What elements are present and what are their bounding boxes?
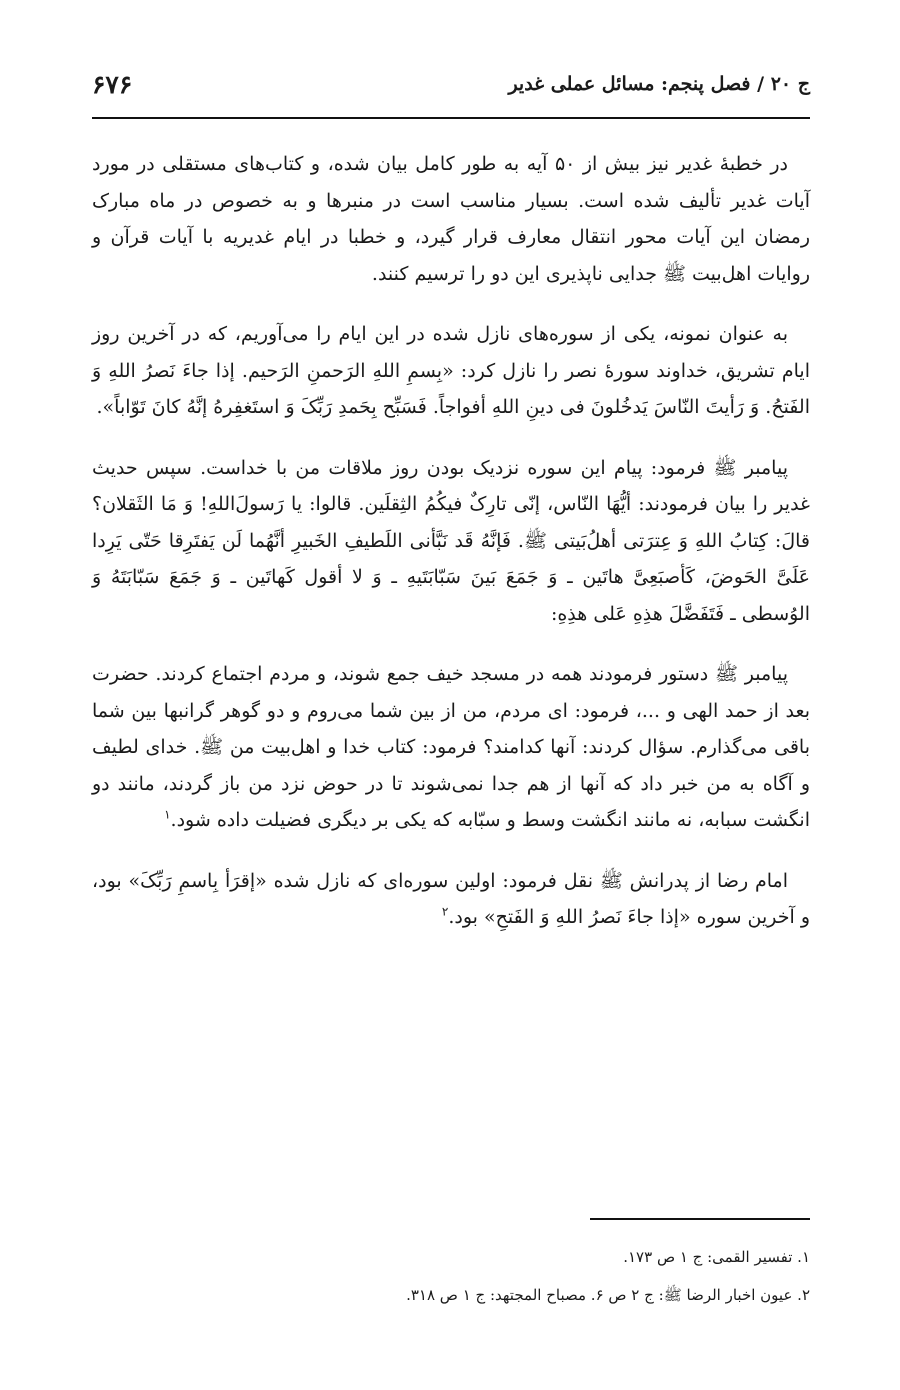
document-page <box>92 0 810 1390</box>
footnote-2: ۲. عیون اخبار الرضا ﷺ: ج ۲ ص ۶. مصباح المجتهد: ج ۱ ص ۳۱۸. <box>406 1286 810 1304</box>
paragraph-5 <box>92 863 810 936</box>
footnotes <box>92 1238 810 1314</box>
footnote-ref-2[interactable]: ۲ <box>441 904 449 919</box>
body-text <box>92 146 810 960</box>
footnote-1: ۱. تفسیر القمی: ج ۱ ص ۱۷۳. <box>623 1248 810 1266</box>
header-divider <box>92 117 810 119</box>
paragraph-1 <box>92 146 810 292</box>
paragraph-3 <box>92 450 810 633</box>
footnote-divider <box>590 1218 810 1220</box>
paragraph-5-text: امام رضا از پدرانش ﷺ نقل فرمود: اولین سوره‌ای که نازل شده «إقرَأ بِاسمِ رَبِّکَ» بود، و آخرین سوره «إذا جاءَ نَصرُ اللهِ وَ الفَتحِ» بود. <box>92 869 810 928</box>
paragraph-2-text: به عنوان نمونه، یکی از سوره‌های نازل شده در این ایام را می‌آوریم، که در آخرین روز ایام تشریق، خداوند سورهٔ نصر را نازل کرد: «بِسمِ اللهِ الرَحمنِ الرَحیم. إذا جاءَ نَصرُ اللهِ وَ الفَتحُ. وَ رَأیتَ النّاسَ یَدخُلونَ فی دینِ اللهِ أفواجاً. فَسَبِّح بِحَمدِ رَبِّکَ وَ استَغفِرهُ إنَّهُ کانَ تَوّاباً». <box>92 323 810 418</box>
paragraph-1-text: در خطبهٔ غدیر نیز بیش از ۵۰ آیه به طور کامل بیان شده، و کتاب‌های مستقلی در مورد آیات غدیر تألیف شده است. بسیار مناسب است در منبرها و به خصوص در ماه مبارک رمضان این آیات محور انتقال معارف قرار گیرد، و خطبا در ایام غدیریه با آیات قرآن و روایات اهل‌بیت ﷺ جدایی ناپذیری این دو را ترسیم کنند. <box>92 153 810 285</box>
running-head: ج ۲۰ / فصل پنجم: مسائل عملی غدیر <box>508 73 810 95</box>
paragraph-2 <box>92 316 810 426</box>
paragraph-4-text: پیامبر ﷺ دستور فرمودند همه در مسجد خیف جمع شوند، و مردم اجتماع کردند. حضرت بعد از حمد الهی و ...، فرمود: ای مردم، من از بین شما می‌روم و دو گوهر گرانبها بین شما باقی می‌گذارم. سؤال کردند: آنها کدامند؟ فرمود: کتاب خدا و اهل‌بیت من ﷺ. خدای لطیف و آگاه به من خبر داد که آنها از هم جدا نمی‌شوند تا در حوض نزد من باز گردند، مانند دو انگشت سبابه، نه مانند انگشت وسط و سبّابه که یکی بر دیگری فضیلت داده شود. <box>92 663 810 831</box>
paragraph-4 <box>92 656 810 839</box>
paragraph-3-text: پیامبر ﷺ فرمود: پیام این سوره نزدیک بودن روز ملاقات من با خداست. سپس حدیث غدیر را بیان فرمودند: أیُّهَا النّاس، إنّی تارِکٌ فیکُمُ الثِقلَین. قالوا: یا رَسولَ‌اللهِ! وَ مَا الثَقلان؟ قالَ: کِتابُ اللهِ وَ عِترَتی أهلُ‌بَیتی ﷺ. فَإنَّهُ قَد نَبَّأنی اللَطیفِ الخَبیرِ أنَّهُما لَن یَفتَرِقا حَتّی یَرِدا عَلَیَّ الحَوضَ، کَأصبَعِیَّ هاتَین ـ وَ جَمَعَ بَینَ سَبّابَتَیهِ ـ وَ لا أقول کَهاتَین ـ وَ جَمَعَ سَبّابَتَهُ وَ الوُسطی ـ فَتَفَضَّلَ هذِهِ عَلی هذِهِ: <box>92 456 810 625</box>
footnote-ref-1[interactable]: ۱ <box>164 807 171 822</box>
page-number: ۶۷۶ <box>92 69 133 99</box>
page-header <box>92 62 810 106</box>
